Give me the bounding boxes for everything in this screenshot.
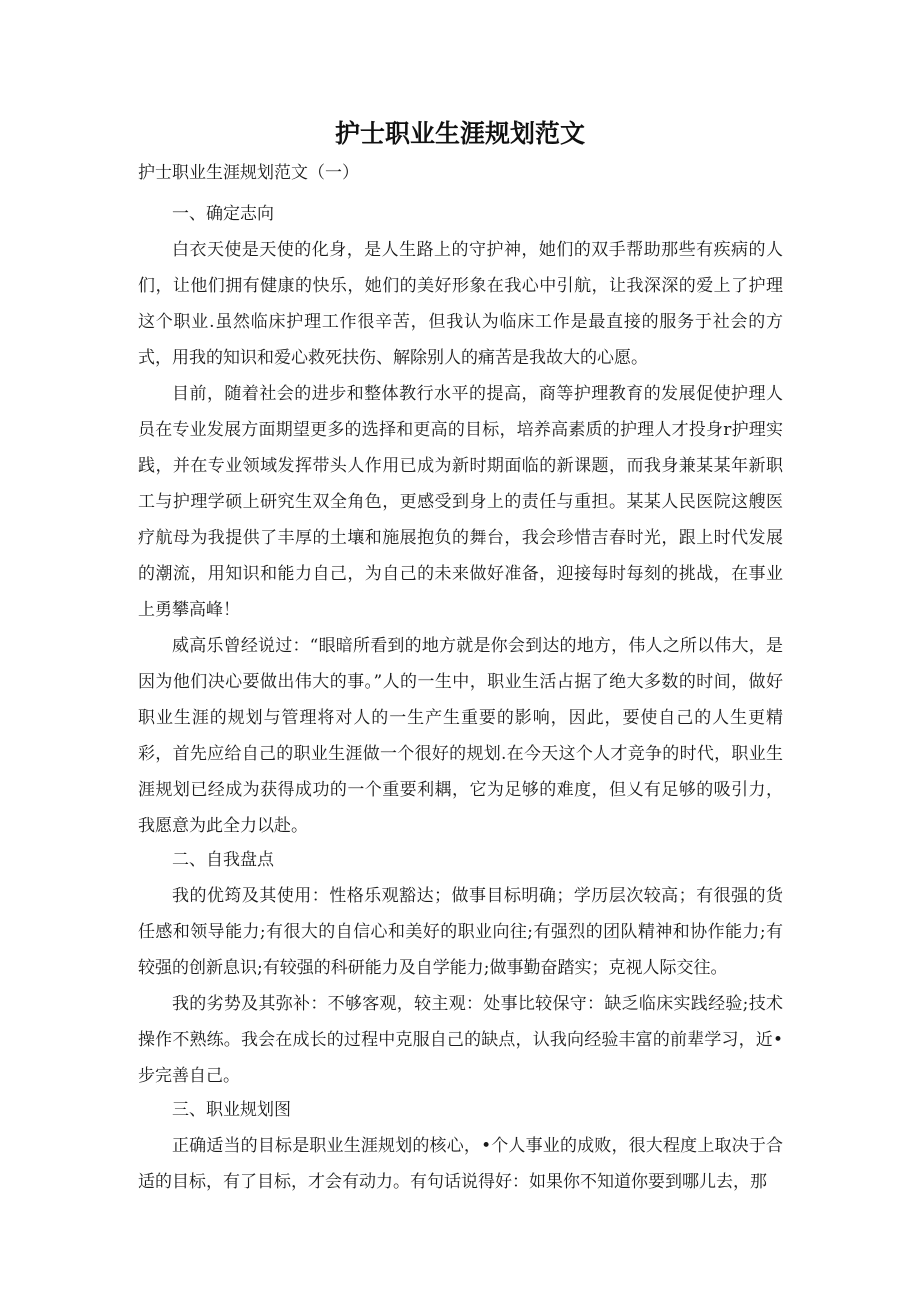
paragraph: 我的优筠及其使用：性格乐观豁达；做事目标明确；学历层次较高；有很强的货任感和领导能力;有很大的自信心和美好的职业向往;有强烈的团队精神和协作能力;有较强的创新息识;有较强的科研能力及自学能力;做事勤奋踏实；克视人际交往。 [138, 886, 783, 978]
section-heading: 三、职业规划图 [172, 1100, 291, 1120]
section-heading: 一、确定志向 [172, 204, 274, 224]
section-career-plan-chart [138, 1094, 783, 1200]
section-determine-aspiration [138, 198, 783, 844]
document-body [138, 198, 783, 1200]
paragraph: 正确适当的目标是职业生涯规划的核心，•个人事业的成败，很大程度上取决于合适的目标，有了目标，才会有动力。有句话说得好：如果你不知道你要到哪儿去，那 [138, 1136, 783, 1192]
section-self-inventory [138, 844, 783, 1094]
paragraph: 我的劣势及其弥补：不够客观，较主观：处事比较保守：缺乏临床实践经验;技术操作不熟练。我会在成长的过程中克服自己的缺点，认我向经验丰富的前辈学习，近•步完善自己。 [138, 994, 783, 1086]
section-heading: 二、自我盘点 [172, 850, 274, 870]
paragraph: 目前，随着社会的进步和整体教行水平的提高，商等护理教育的发展促使护理人员在专业发展方面期望更多的选择和更高的目标，培养高素质的护理人才投身r护理实践，并在专业领域发挥带头人作用已成为新时期面临的新课题，而我身兼某某年新职工与护理学硕上研究生双全角色，更感受到身上的责任与重担。某某人民医院这艘医疗航母为我提供了丰厚的土壤和施展抱负的舞台，我会珍惜吉春时光，跟上时代发展的潮流，用知识和能力自己，为自己的未来做好准备，迎接每时每刻的挑战，在事业上勇攀高峰！ [138, 384, 783, 620]
paragraph: 白衣天使是天使的化身，是人生路上的守护神，她们的双手帮助那些有疾病的人们，让他们拥有健康的快乐，她们的美好形象在我心中引航，让我深深的爱上了护理这个职业.虽然临床护理工作很辛苦，但我认为临床工作是最直接的服务于社会的方式，用我的知识和爱心救死扶伤、解除别人的痛苦是我故大的心愿。 [138, 240, 783, 368]
paragraph: 威高乐曾经说过：“眼暗所看到的地方就是你会到达的地方，伟人之所以伟大，是因为他们决心要做出伟大的事。”人的一生中，职业生活占据了绝大多数的时间，做好职业生涯的规划与管理将对人的一生产生重要的影响，因此，要使自己的人生更精彩，首先应给自己的职业生涯做一个很好的规划.在今天这个人才竞争的时代，职业生涯规划已经成为获得成功的一个重要利耦，它为足够的难度，但乂有足够的吸引力，我愿意为此全力以赴。 [138, 636, 783, 836]
document-subtitle: 护士职业生涯规划范文（一） [138, 163, 359, 183]
document-title: 护士职业生涯规划范文 [334, 119, 585, 148]
